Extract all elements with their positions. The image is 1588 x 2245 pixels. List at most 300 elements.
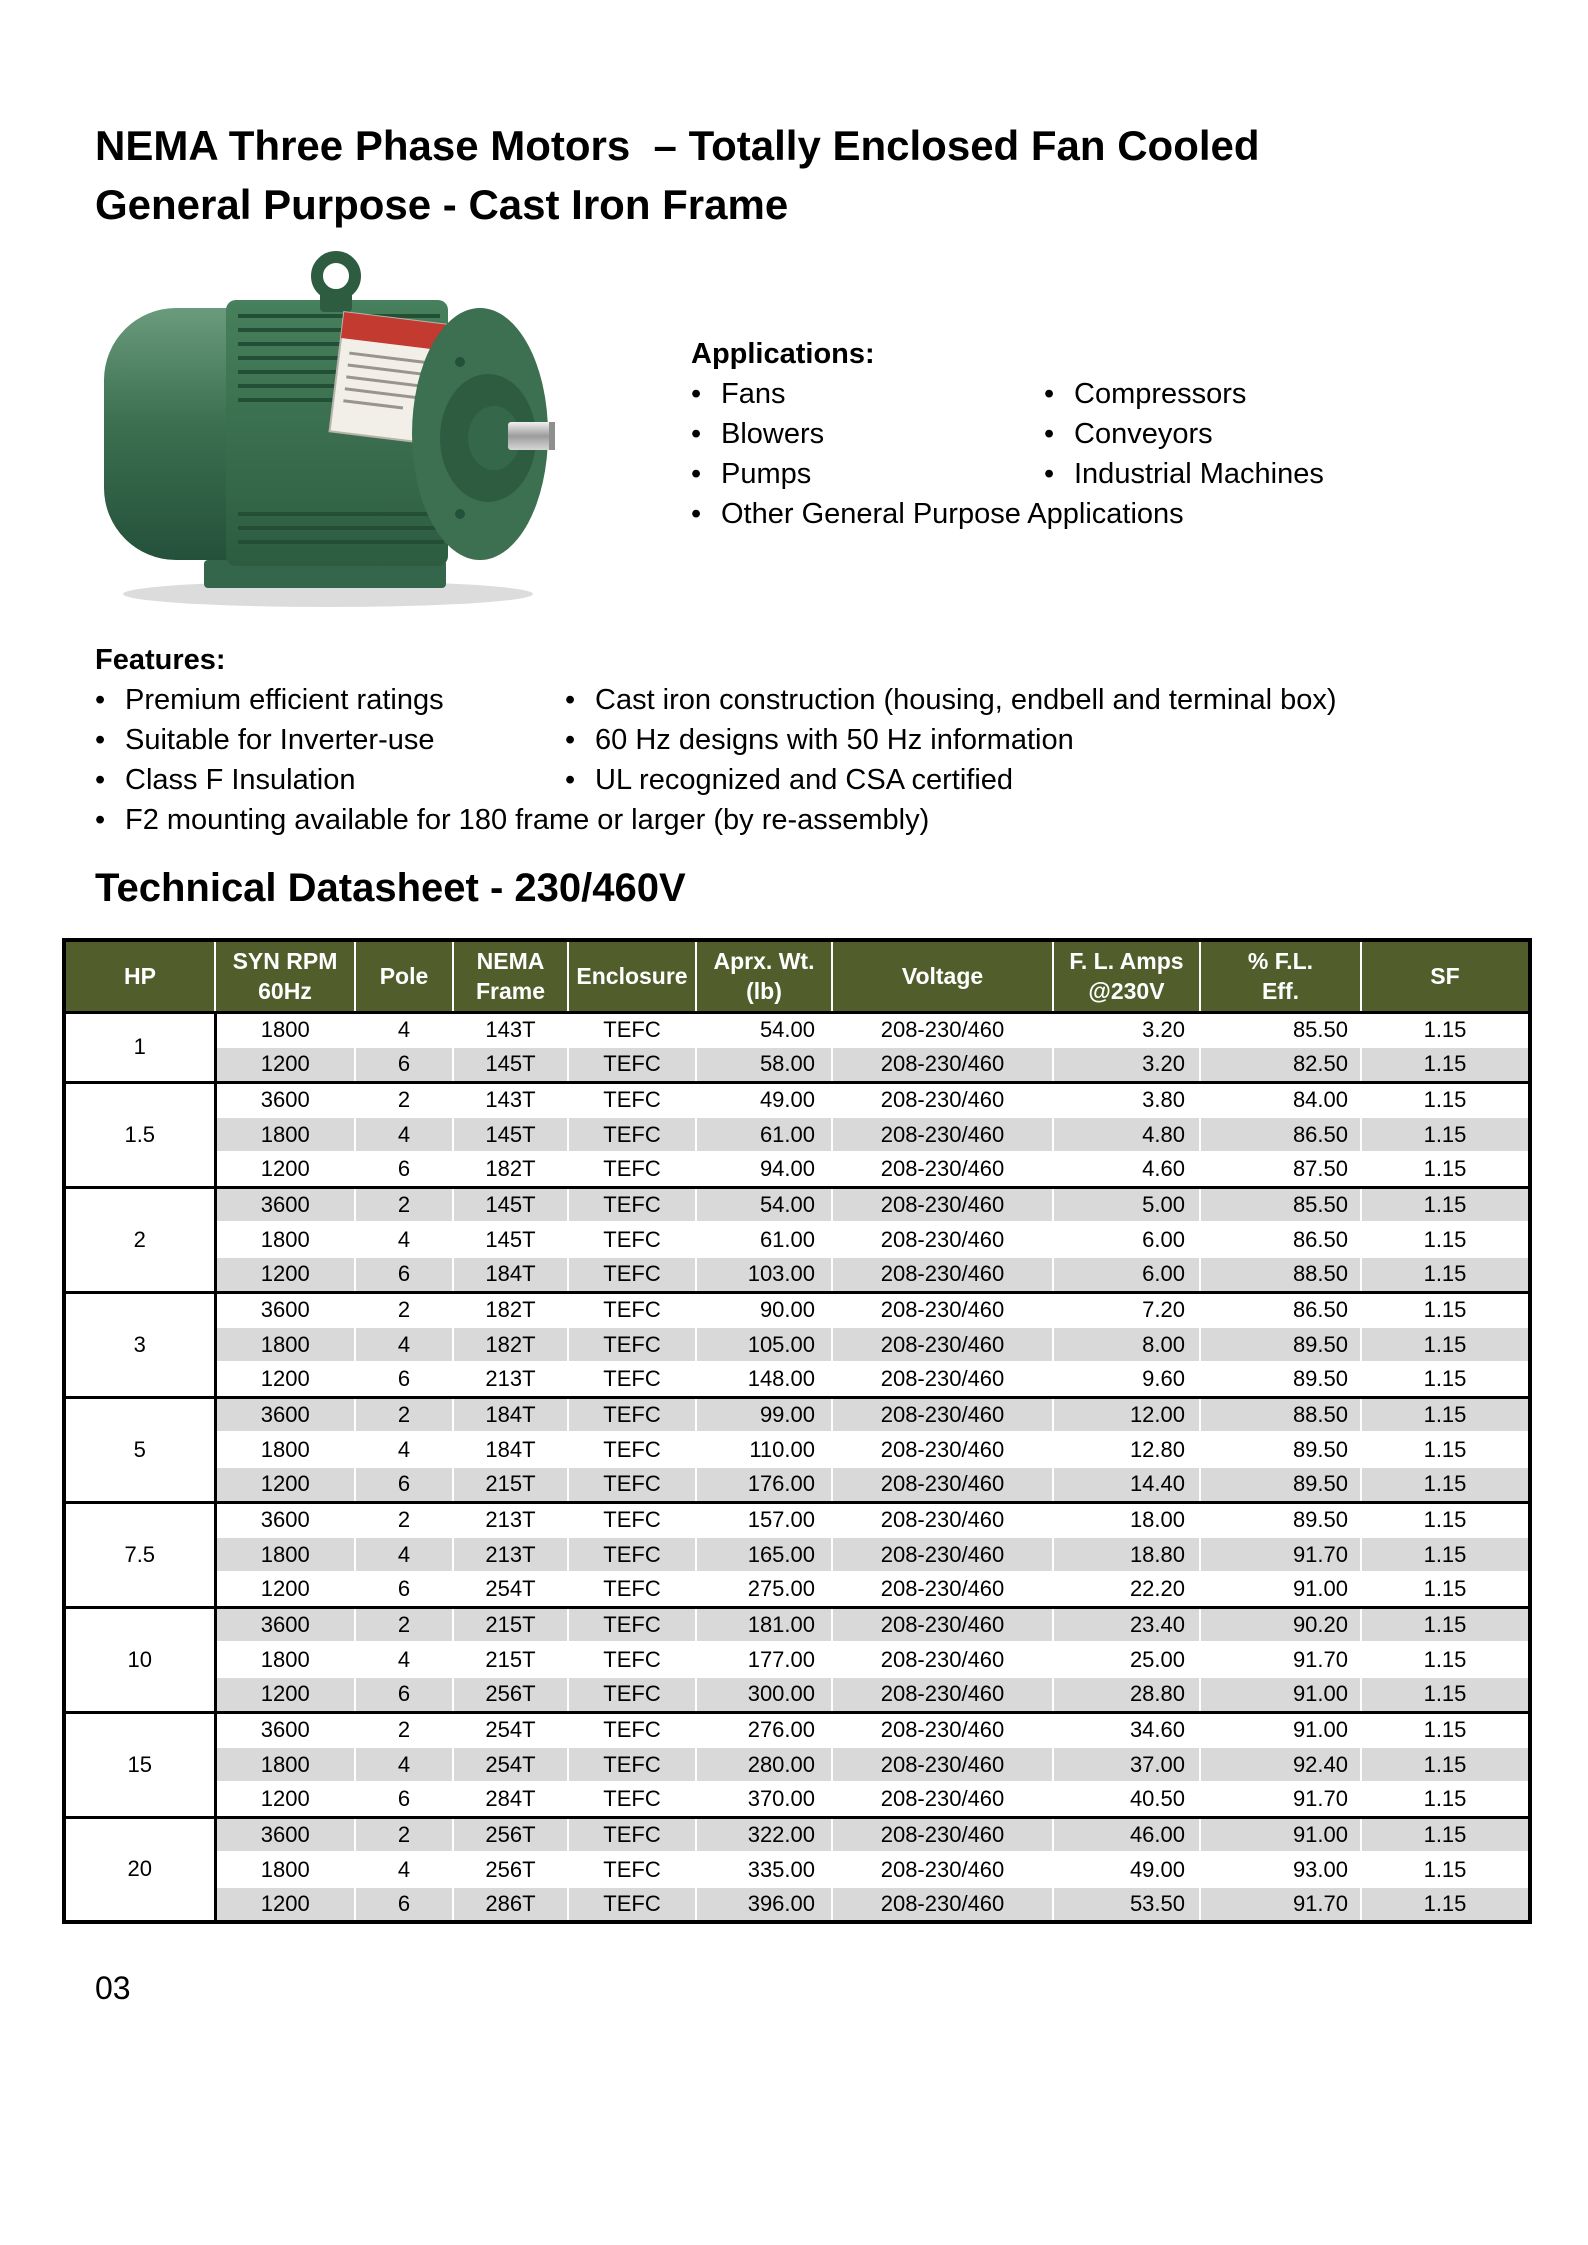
spec-cell: 103.00 (696, 1257, 832, 1292)
spec-cell: 85.50 (1200, 1012, 1361, 1047)
spec-cell: 1.15 (1361, 1782, 1530, 1817)
spec-cell: 7.20 (1053, 1292, 1200, 1327)
spec-cell: 2 (355, 1082, 453, 1117)
spec-cell: 34.60 (1053, 1712, 1200, 1747)
spec-cell: 54.00 (696, 1012, 832, 1047)
spec-cell: 6 (355, 1677, 453, 1712)
hp-cell: 3 (64, 1292, 215, 1397)
spec-cell: 182T (453, 1327, 568, 1362)
spec-cell: 54.00 (696, 1187, 832, 1222)
list-item (1044, 374, 1324, 414)
spec-cell: 3600 (215, 1082, 355, 1117)
spec-cell: 3.20 (1053, 1047, 1200, 1082)
list-item (691, 454, 1044, 494)
spec-row (64, 1327, 1530, 1362)
bullet-icon: • (565, 724, 576, 756)
spec-cell: 1800 (215, 1747, 355, 1782)
spec-cell: 4 (355, 1537, 453, 1572)
spec-cell: 4.60 (1053, 1152, 1200, 1187)
spec-cell: TEFC (568, 1222, 696, 1257)
spec-cell: 1.15 (1361, 1887, 1530, 1922)
spec-cell: 184T (453, 1397, 568, 1432)
list-item-label: Other General Purpose Applications (721, 498, 1184, 530)
spec-cell: TEFC (568, 1152, 696, 1187)
spec-cell: TEFC (568, 1607, 696, 1642)
spec-cell: 58.00 (696, 1047, 832, 1082)
spec-cell: 93.00 (1200, 1852, 1361, 1887)
spec-cell: 300.00 (696, 1677, 832, 1712)
spec-cell: 208-230/460 (832, 1887, 1053, 1922)
spec-cell: 90.00 (696, 1292, 832, 1327)
spec-cell: 4 (355, 1012, 453, 1047)
spec-cell: TEFC (568, 1502, 696, 1537)
spec-cell: 208-230/460 (832, 1607, 1053, 1642)
spec-table-body (64, 1012, 1530, 1922)
features-section (95, 640, 1588, 840)
spec-row (64, 1887, 1530, 1922)
spec-cell: 92.40 (1200, 1747, 1361, 1782)
spec-cell: 208-230/460 (832, 1117, 1053, 1152)
applications-heading: Applications: (691, 338, 875, 370)
spec-cell: 1.15 (1361, 1817, 1530, 1852)
spec-cell: 208-230/460 (832, 1677, 1053, 1712)
spec-row (64, 1012, 1530, 1047)
bullet-icon: • (691, 498, 702, 530)
spec-row (64, 1817, 1530, 1852)
spec-cell: 40.50 (1053, 1782, 1200, 1817)
spec-cell: 1800 (215, 1642, 355, 1677)
spec-cell: 110.00 (696, 1432, 832, 1467)
spec-cell: 2 (355, 1292, 453, 1327)
spec-cell: 4 (355, 1432, 453, 1467)
spec-row (64, 1782, 1530, 1817)
spec-cell: TEFC (568, 1117, 696, 1152)
spec-cell: 89.50 (1200, 1432, 1361, 1467)
list-item (565, 760, 1337, 800)
spec-cell: 1.15 (1361, 1047, 1530, 1082)
list-item (565, 720, 1337, 760)
spec-cell: 90.20 (1200, 1607, 1361, 1642)
features-heading: Features: (95, 644, 226, 676)
spec-cell: 157.00 (696, 1502, 832, 1537)
list-item (95, 720, 565, 760)
spec-cell: TEFC (568, 1747, 696, 1782)
spec-cell: TEFC (568, 1537, 696, 1572)
spec-cell: 6.00 (1053, 1222, 1200, 1257)
column-header-syn-rpm: SYN RPM 60Hz (215, 940, 355, 1012)
spec-cell: 99.00 (696, 1397, 832, 1432)
spec-cell: 4.80 (1053, 1117, 1200, 1152)
spec-cell: 2 (355, 1607, 453, 1642)
spec-cell: 9.60 (1053, 1362, 1200, 1397)
document-title (95, 116, 1588, 234)
spec-cell: 256T (453, 1852, 568, 1887)
spec-cell: 89.50 (1200, 1502, 1361, 1537)
spec-row (64, 1117, 1530, 1152)
list-item (95, 800, 1588, 840)
column-header-aprx-wt: Aprx. Wt. (lb) (696, 940, 832, 1012)
column-header-enclosure: Enclosure (568, 940, 696, 1012)
spec-cell: 37.00 (1053, 1747, 1200, 1782)
list-item-label: Cast iron construction (housing, endbell and terminal box) (595, 684, 1337, 716)
hp-cell: 1 (64, 1012, 215, 1082)
spec-cell: 215T (453, 1467, 568, 1502)
spec-cell: 1.15 (1361, 1467, 1530, 1502)
spec-cell: 91.00 (1200, 1817, 1361, 1852)
spec-cell: 6 (355, 1887, 453, 1922)
spec-cell: 208-230/460 (832, 1292, 1053, 1327)
spec-cell: 3.80 (1053, 1082, 1200, 1117)
spec-cell: 1200 (215, 1362, 355, 1397)
bullet-icon: • (565, 764, 576, 796)
spec-cell: 208-230/460 (832, 1222, 1053, 1257)
spec-cell: 12.00 (1053, 1397, 1200, 1432)
spec-cell: TEFC (568, 1362, 696, 1397)
bullet-icon: • (565, 684, 576, 716)
column-header-fl-amps: F. L. Amps @230V (1053, 940, 1200, 1012)
spec-cell: 1800 (215, 1012, 355, 1047)
spec-cell: 88.50 (1200, 1397, 1361, 1432)
bullet-icon: • (691, 418, 702, 450)
spec-cell: 8.00 (1053, 1327, 1200, 1362)
spec-cell: 1800 (215, 1432, 355, 1467)
spec-cell: 208-230/460 (832, 1852, 1053, 1887)
spec-cell: 6 (355, 1152, 453, 1187)
spec-cell: 1200 (215, 1152, 355, 1187)
spec-cell: 3600 (215, 1292, 355, 1327)
spec-cell: 25.00 (1053, 1642, 1200, 1677)
list-item-label: Class F Insulation (125, 764, 356, 796)
motor-image (88, 242, 558, 614)
title-line-1: NEMA Three Phase Motors – Totally Enclosed Fan Cooled (95, 122, 1260, 169)
list-item-label: Premium efficient ratings (125, 684, 444, 716)
spec-cell: 1.15 (1361, 1082, 1530, 1117)
spec-row (64, 1292, 1530, 1327)
spec-cell: 1.15 (1361, 1572, 1530, 1607)
spec-cell: 18.80 (1053, 1537, 1200, 1572)
spec-cell: 4 (355, 1117, 453, 1152)
spec-cell: 4 (355, 1642, 453, 1677)
bullet-icon: • (95, 724, 106, 756)
spec-cell: 6 (355, 1047, 453, 1082)
spec-row (64, 1362, 1530, 1397)
spec-row (64, 1677, 1530, 1712)
spec-cell: 86.50 (1200, 1222, 1361, 1257)
bullet-icon: • (95, 684, 106, 716)
spec-cell: TEFC (568, 1292, 696, 1327)
spec-cell: 208-230/460 (832, 1467, 1053, 1502)
spec-cell: 49.00 (696, 1082, 832, 1117)
table-header (64, 940, 1530, 1012)
spec-cell: 2 (355, 1397, 453, 1432)
spec-cell: TEFC (568, 1327, 696, 1362)
spec-cell: 275.00 (696, 1572, 832, 1607)
spec-cell: 1800 (215, 1537, 355, 1572)
spec-cell: 208-230/460 (832, 1537, 1053, 1572)
spec-cell: 322.00 (696, 1817, 832, 1852)
spec-cell: 82.50 (1200, 1047, 1361, 1082)
spec-row (64, 1222, 1530, 1257)
motor-illustration (88, 242, 558, 614)
spec-cell: 184T (453, 1432, 568, 1467)
list-item (1044, 414, 1324, 454)
spec-cell: 1.15 (1361, 1747, 1530, 1782)
spec-row (64, 1432, 1530, 1467)
spec-cell: 256T (453, 1677, 568, 1712)
spec-cell: 3600 (215, 1397, 355, 1432)
spec-cell: TEFC (568, 1642, 696, 1677)
applications-list-full (691, 494, 1324, 534)
spec-cell: 3600 (215, 1502, 355, 1537)
spec-cell: 254T (453, 1712, 568, 1747)
spec-cell: 143T (453, 1082, 568, 1117)
spec-cell: 284T (453, 1782, 568, 1817)
spec-cell: 208-230/460 (832, 1747, 1053, 1782)
spec-cell: 177.00 (696, 1642, 832, 1677)
spec-cell: 91.70 (1200, 1782, 1361, 1817)
spec-cell: 215T (453, 1642, 568, 1677)
spec-cell: 1.15 (1361, 1012, 1530, 1047)
spec-cell: 1.15 (1361, 1502, 1530, 1537)
applications-list-col1 (691, 374, 1044, 494)
spec-cell: 91.70 (1200, 1537, 1361, 1572)
spec-cell: 86.50 (1200, 1292, 1361, 1327)
spec-cell: TEFC (568, 1817, 696, 1852)
spec-cell: TEFC (568, 1852, 696, 1887)
spec-cell: 89.50 (1200, 1362, 1361, 1397)
list-item (691, 374, 1044, 414)
spec-cell: 182T (453, 1152, 568, 1187)
spec-cell: 28.80 (1053, 1677, 1200, 1712)
technical-datasheet-table (62, 938, 1532, 1924)
spec-cell: 86.50 (1200, 1117, 1361, 1152)
hp-cell: 5 (64, 1397, 215, 1502)
spec-cell: 22.20 (1053, 1572, 1200, 1607)
spec-cell: 208-230/460 (832, 1782, 1053, 1817)
spec-cell: 1.15 (1361, 1432, 1530, 1467)
spec-cell: 165.00 (696, 1537, 832, 1572)
spec-cell: TEFC (568, 1467, 696, 1502)
spec-cell: 215T (453, 1607, 568, 1642)
spec-cell: TEFC (568, 1012, 696, 1047)
spec-cell: 3.20 (1053, 1012, 1200, 1047)
spec-cell: 182T (453, 1292, 568, 1327)
list-item-label: F2 mounting available for 180 frame or larger (by re-assembly) (125, 804, 930, 836)
spec-cell: 208-230/460 (832, 1257, 1053, 1292)
spec-cell: TEFC (568, 1397, 696, 1432)
features-list-col1 (95, 680, 565, 800)
spec-row (64, 1607, 1530, 1642)
spec-cell: 256T (453, 1817, 568, 1852)
spec-cell: 3600 (215, 1817, 355, 1852)
features-list-full (95, 800, 1588, 840)
spec-cell: 1.15 (1361, 1677, 1530, 1712)
spec-cell: 1.15 (1361, 1397, 1530, 1432)
spec-cell: 2 (355, 1712, 453, 1747)
spec-row (64, 1047, 1530, 1082)
spec-cell: 208-230/460 (832, 1082, 1053, 1117)
spec-cell: 208-230/460 (832, 1642, 1053, 1677)
spec-row (64, 1852, 1530, 1887)
spec-cell: TEFC (568, 1187, 696, 1222)
spec-row (64, 1467, 1530, 1502)
hp-cell: 15 (64, 1712, 215, 1817)
spec-cell: 1800 (215, 1222, 355, 1257)
spec-row (64, 1747, 1530, 1782)
spec-cell: 1.15 (1361, 1712, 1530, 1747)
spec-cell: 61.00 (696, 1117, 832, 1152)
spec-cell: TEFC (568, 1047, 696, 1082)
bullet-icon: • (95, 804, 106, 836)
spec-cell: 3600 (215, 1712, 355, 1747)
list-item-label: UL recognized and CSA certified (595, 764, 1014, 796)
spec-cell: 2 (355, 1187, 453, 1222)
list-item (95, 680, 565, 720)
spec-cell: 12.80 (1053, 1432, 1200, 1467)
spec-cell: 3600 (215, 1187, 355, 1222)
datasheet-heading: Technical Datasheet - 230/460V (95, 866, 686, 910)
spec-cell: 84.00 (1200, 1082, 1361, 1117)
spec-cell: 1.15 (1361, 1257, 1530, 1292)
column-header-voltage: Voltage (832, 940, 1053, 1012)
spec-cell: 88.50 (1200, 1257, 1361, 1292)
list-item (691, 494, 1324, 534)
spec-cell: 1200 (215, 1572, 355, 1607)
spec-cell: 4 (355, 1747, 453, 1782)
spec-cell: 213T (453, 1537, 568, 1572)
spec-cell: 208-230/460 (832, 1432, 1053, 1467)
bullet-icon: • (691, 378, 702, 410)
spec-cell: 91.70 (1200, 1887, 1361, 1922)
spec-cell: 208-230/460 (832, 1047, 1053, 1082)
page-number: 03 (95, 1970, 131, 2006)
spec-cell: 6.00 (1053, 1257, 1200, 1292)
hero-section (88, 234, 1588, 614)
spec-cell: 1.15 (1361, 1537, 1530, 1572)
spec-row (64, 1152, 1530, 1187)
spec-cell: 61.00 (696, 1222, 832, 1257)
spec-cell: 105.00 (696, 1327, 832, 1362)
bullet-icon: • (1044, 378, 1055, 410)
spec-cell: 6 (355, 1362, 453, 1397)
spec-row (64, 1082, 1530, 1117)
spec-cell: 145T (453, 1047, 568, 1082)
spec-cell: 1.15 (1361, 1222, 1530, 1257)
spec-cell: 6 (355, 1257, 453, 1292)
spec-cell: 94.00 (696, 1152, 832, 1187)
spec-cell: 1200 (215, 1257, 355, 1292)
hp-cell: 1.5 (64, 1082, 215, 1187)
applications-list-col2 (1044, 374, 1324, 494)
title-line-2: General Purpose - Cast Iron Frame (95, 181, 789, 228)
column-header-sf: SF (1361, 940, 1530, 1012)
list-item (1044, 454, 1324, 494)
column-header-fl-eff: % F.L. Eff. (1200, 940, 1361, 1012)
spec-cell: 85.50 (1200, 1187, 1361, 1222)
list-item (565, 680, 1337, 720)
column-header-pole: Pole (355, 940, 453, 1012)
spec-row (64, 1642, 1530, 1677)
bullet-icon: • (1044, 418, 1055, 450)
spec-cell: TEFC (568, 1782, 696, 1817)
list-item-label: Industrial Machines (1074, 458, 1324, 490)
spec-cell: 286T (453, 1887, 568, 1922)
spec-cell: 89.50 (1200, 1467, 1361, 1502)
spec-cell: 145T (453, 1117, 568, 1152)
spec-cell: 4 (355, 1327, 453, 1362)
spec-cell: 23.40 (1053, 1607, 1200, 1642)
applications-section (691, 234, 1324, 614)
spec-cell: 1200 (215, 1047, 355, 1082)
spec-cell: 1200 (215, 1887, 355, 1922)
spec-cell: 213T (453, 1362, 568, 1397)
spec-cell: 1.15 (1361, 1327, 1530, 1362)
spec-cell: 2 (355, 1817, 453, 1852)
spec-cell: 184T (453, 1257, 568, 1292)
spec-cell: 208-230/460 (832, 1397, 1053, 1432)
list-item-label: Suitable for Inverter-use (125, 724, 435, 756)
spec-cell: 4 (355, 1852, 453, 1887)
spec-cell: 1.15 (1361, 1642, 1530, 1677)
spec-cell: TEFC (568, 1712, 696, 1747)
spec-cell: TEFC (568, 1257, 696, 1292)
spec-cell: 213T (453, 1502, 568, 1537)
hp-cell: 2 (64, 1187, 215, 1292)
spec-cell: 3600 (215, 1607, 355, 1642)
spec-cell: 1800 (215, 1852, 355, 1887)
spec-cell: 1800 (215, 1117, 355, 1152)
spec-cell: 1.15 (1361, 1187, 1530, 1222)
list-item-label: 60 Hz designs with 50 Hz information (595, 724, 1074, 756)
spec-cell: 1.15 (1361, 1152, 1530, 1187)
spec-row (64, 1187, 1530, 1222)
spec-row (64, 1502, 1530, 1537)
list-item-label: Compressors (1074, 378, 1247, 410)
spec-cell: 53.50 (1053, 1887, 1200, 1922)
spec-cell: 6 (355, 1467, 453, 1502)
spec-cell: 91.00 (1200, 1677, 1361, 1712)
spec-row (64, 1572, 1530, 1607)
spec-cell: 208-230/460 (832, 1817, 1053, 1852)
list-item (691, 414, 1044, 454)
spec-cell: 396.00 (696, 1887, 832, 1922)
spec-row (64, 1712, 1530, 1747)
list-item-label: Pumps (721, 458, 812, 490)
spec-cell: 1200 (215, 1782, 355, 1817)
spec-cell: 1200 (215, 1677, 355, 1712)
spec-cell: 145T (453, 1187, 568, 1222)
spec-cell: 1.15 (1361, 1852, 1530, 1887)
spec-cell: 49.00 (1053, 1852, 1200, 1887)
spec-cell: 208-230/460 (832, 1327, 1053, 1362)
spec-cell: 87.50 (1200, 1152, 1361, 1187)
column-header-nema-frame: NEMA Frame (453, 940, 568, 1012)
spec-cell: 14.40 (1053, 1467, 1200, 1502)
spec-cell: 370.00 (696, 1782, 832, 1817)
bullet-icon: • (95, 764, 106, 796)
spec-cell: 145T (453, 1222, 568, 1257)
list-item-label: Fans (721, 378, 786, 410)
hp-cell: 7.5 (64, 1502, 215, 1607)
spec-cell: 1200 (215, 1467, 355, 1502)
hp-cell: 10 (64, 1607, 215, 1712)
spec-cell: 208-230/460 (832, 1187, 1053, 1222)
spec-cell: TEFC (568, 1887, 696, 1922)
hp-cell: 20 (64, 1817, 215, 1922)
spec-row (64, 1397, 1530, 1432)
spec-cell: 208-230/460 (832, 1362, 1053, 1397)
spec-cell: 208-230/460 (832, 1012, 1053, 1047)
